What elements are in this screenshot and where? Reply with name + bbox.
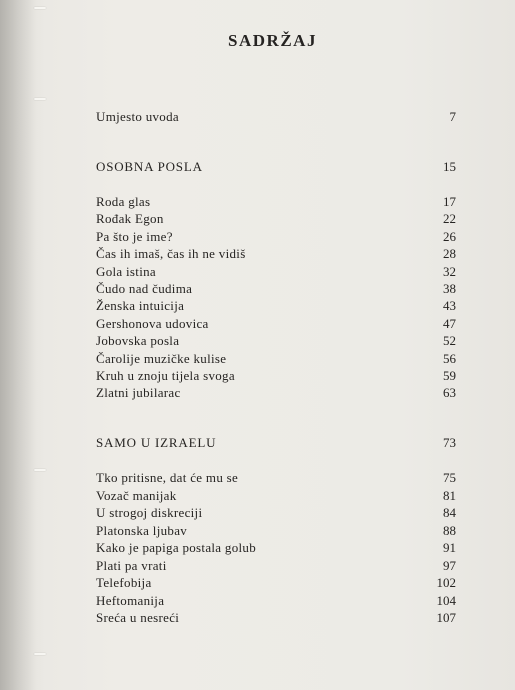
entry-title: Gola istina: [96, 263, 156, 279]
section-title: SAMO U IZRAELU: [96, 435, 217, 450]
toc-intro-entry: [96, 108, 456, 125]
entry-title: Čarolije muzičke kulise: [96, 350, 227, 366]
page-title: SADRŽAJ: [228, 31, 317, 50]
toc-entry: [96, 350, 456, 367]
entry-page-number: 88: [443, 522, 456, 538]
entry-page-number: 91: [443, 540, 456, 555]
section-heading: [96, 158, 456, 175]
binding-stitch: [34, 652, 48, 656]
entry-page-number: 104: [436, 592, 456, 608]
entry-title: Roda glas: [96, 194, 151, 209]
entry-page-number: 32: [443, 263, 456, 279]
entry-title: Vozač manijak: [96, 487, 177, 503]
binding-gutter: [0, 0, 36, 690]
toc-entry: [96, 504, 456, 521]
binding-stitch: [34, 468, 48, 472]
entry-page-number: 26: [443, 228, 456, 244]
toc-entry: [96, 245, 456, 262]
toc-entry: [96, 522, 456, 539]
toc-entry: [96, 210, 456, 227]
toc-entry: [96, 367, 456, 384]
entry-page-number: 107: [436, 610, 456, 625]
toc-entry: [96, 592, 456, 609]
section-title: OSOBNA POSLA: [96, 159, 203, 174]
entry-title: Pa što je ime?: [96, 228, 173, 244]
entry-title: U strogoj diskreciji: [96, 505, 203, 520]
entry-page-number: 97: [443, 557, 456, 573]
toc-entry: [96, 280, 456, 297]
binding-stitch: [34, 6, 48, 10]
entry-page-number: 17: [443, 194, 456, 209]
entry-title: Umjesto uvoda: [96, 109, 179, 124]
entry-page-number: 102: [436, 575, 456, 590]
toc-entry: [96, 228, 456, 245]
toc-entry: [96, 539, 456, 556]
entry-title: Telefobija: [96, 575, 152, 590]
toc-entry: [96, 263, 456, 280]
toc-entry: [96, 487, 456, 504]
entry-page-number: 84: [443, 505, 456, 520]
section-page-number: 73: [443, 435, 456, 450]
entry-title: Heftomanija: [96, 592, 165, 608]
entry-page-number: 56: [443, 350, 456, 366]
entry-title: Sreća u nesreći: [96, 610, 180, 625]
section-heading: [96, 434, 456, 451]
toc-entry: [96, 469, 456, 486]
toc-entry: [96, 332, 456, 349]
entry-title: Čas ih imaš, čas ih ne vidiš: [96, 246, 246, 262]
entry-title: Platonska ljubav: [96, 522, 188, 538]
section-page-number: 15: [443, 159, 456, 174]
toc-entry: [96, 297, 456, 314]
entry-title: Čudo nad čudima: [96, 281, 193, 296]
entry-page-number: 47: [443, 315, 456, 331]
entry-title: Tko pritisne, dat će mu se: [96, 470, 239, 485]
entry-page-number: 81: [443, 487, 456, 503]
entry-page-number: 75: [443, 470, 456, 485]
entry-page-number: 59: [443, 368, 456, 383]
toc-entry: [96, 193, 456, 210]
entry-title: Plati pa vrati: [96, 557, 167, 573]
toc-entry: [96, 315, 456, 332]
entry-title: Jobovska posla: [96, 333, 180, 349]
entry-page-number: 7: [449, 109, 456, 124]
entry-title: Ženska intuicija: [96, 298, 185, 314]
entry-page-number: 38: [443, 281, 456, 296]
toc-entry: [96, 557, 456, 574]
entry-title: Kako je papiga postala golub: [96, 540, 257, 555]
entry-title: Rođak Egon: [96, 211, 164, 227]
entry-page-number: 52: [443, 333, 456, 349]
binding-stitch: [34, 97, 48, 101]
toc-entry: [96, 574, 456, 591]
entry-page-number: 43: [443, 298, 456, 314]
entry-page-number: 22: [443, 211, 456, 227]
entry-title: Zlatni jubilarac: [96, 385, 181, 401]
toc-entry: [96, 384, 456, 401]
entry-page-number: 63: [443, 385, 456, 401]
entry-title: Kruh u znoju tijela svoga: [96, 368, 235, 383]
entry-page-number: 28: [443, 246, 456, 262]
entry-title: Gershonova udovica: [96, 315, 209, 331]
toc-entry: [96, 609, 456, 626]
